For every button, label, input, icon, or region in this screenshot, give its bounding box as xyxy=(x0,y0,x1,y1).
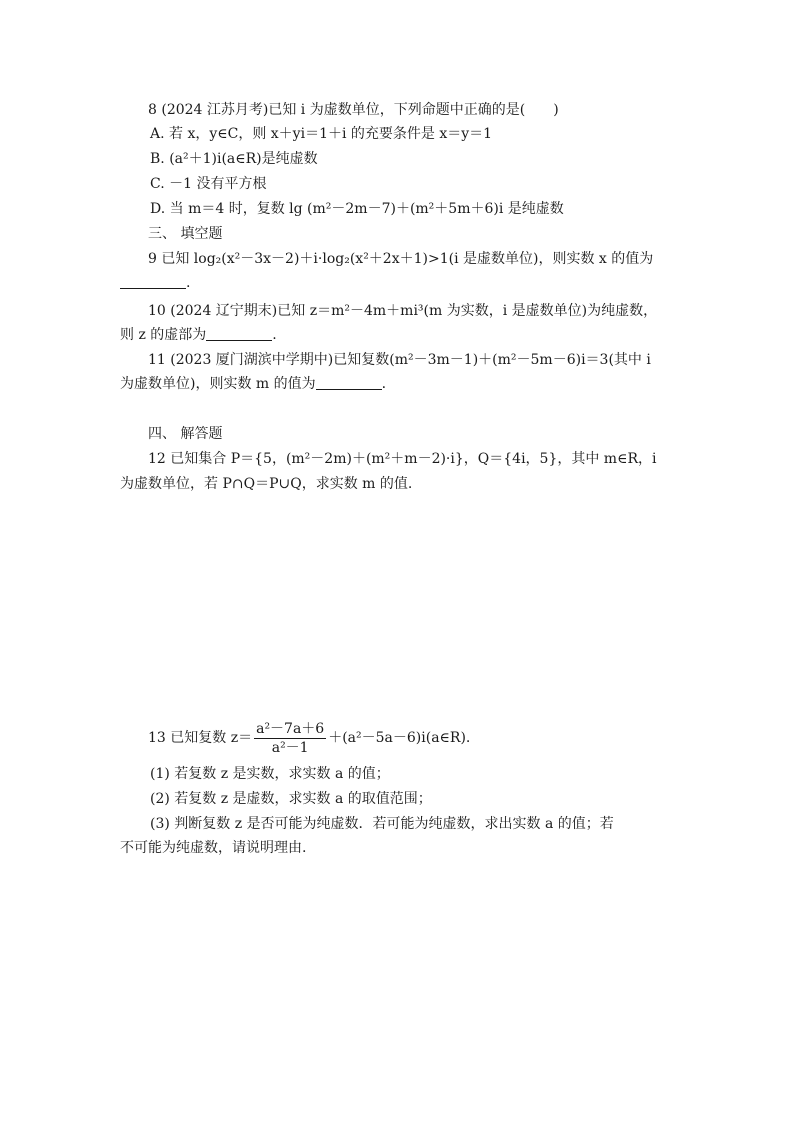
q12-line2: 为虚数单位，若 P∩Q＝P∪Q，求实数 m 的值. xyxy=(120,476,413,492)
q8-option-c: C. －1 没有平方根 xyxy=(150,176,267,192)
q10-line1: 10 (2024 辽宁期末)已知 z＝m²－4m＋mi³(m 为实数，i 是虚数单位)为纯虚数， xyxy=(148,303,658,319)
section-fill-in-title: 三、 填空题 xyxy=(148,226,223,242)
q9-line2: . xyxy=(120,273,190,293)
q11-answer-blank xyxy=(316,375,382,390)
q13-sub1: (1) 若复数 z 是实数，求实数 a 的值； xyxy=(150,766,390,782)
q13-sub2: (2) 若复数 z 是虚数，求实数 a 的取值范围； xyxy=(150,791,432,807)
q10-answer-blank xyxy=(206,326,272,341)
q9-line1: 9 已知 log₂(x²－3x－2)＋i·log₂(x²＋2x＋1)>1(i 是虚数单位)，则实数 x 的值为 xyxy=(148,251,654,267)
q8-option-a: A. 若 x，y∈C，则 x＋yi＝1＋i 的充要条件是 x＝y＝1 xyxy=(150,126,493,142)
section-answer-title: 四、 解答题 xyxy=(148,426,223,442)
q13-sub3-line2: 不可能为纯虚数，请说明理由. xyxy=(120,840,307,856)
q8-option-b: B. (a²＋1)i(a∈R)是纯虚数 xyxy=(150,151,318,167)
q13-denominator: a²－1 xyxy=(271,739,309,756)
q8-stem: 8 (2024 江苏月考)已知 i 为虚数单位，下列命题中正确的是( ) xyxy=(148,102,559,118)
q13-stem: 13 已知复数 z＝ $\frac{\text{a²－7a＋6}}{\text{a²－1}}$ ＋(a²－5a－6)i(a∈R). xyxy=(148,720,471,756)
q11-line1: 11 (2023 厦门湖滨中学期中)已知复数(m²－3m－1)＋(m²－5m－6)i＝3(其中 i xyxy=(148,352,651,368)
q13-numerator: a²－7a＋6 xyxy=(256,720,325,737)
q13-sub3-line1: (3) 判断复数 z 是否可能为纯虚数．若可能为纯虚数，求出实数 a 的值；若 xyxy=(150,816,614,832)
q11-line2: 为虚数单位)，则实数 m 的值为 . xyxy=(120,376,387,392)
q8-option-d: D. 当 m＝4 时，复数 lg (m²－2m－7)＋(m²＋5m＋6)i 是纯虚数 xyxy=(150,201,564,217)
q9-answer-blank xyxy=(120,274,186,289)
q12-line1: 12 已知集合 P＝{5，(m²－2m)＋(m²＋m－2)·i}，Q＝{4i，5}，其中 m∈R，i xyxy=(148,451,657,467)
q10-line2: 则 z 的虚部为 . xyxy=(120,327,277,343)
q13-fraction xyxy=(254,720,326,757)
